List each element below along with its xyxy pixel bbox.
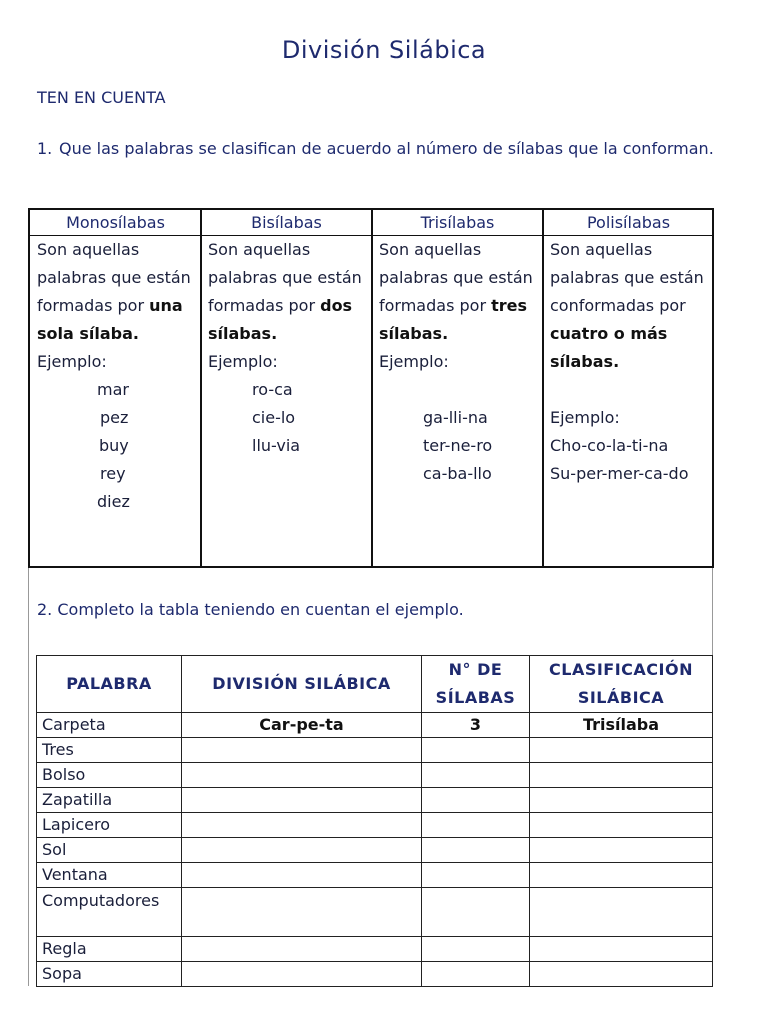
syllable-types-table	[28, 208, 714, 568]
classification-input-cell[interactable]	[530, 813, 713, 838]
count-input-cell[interactable]	[422, 763, 530, 788]
poli-example: Cho-co-la-ti-na	[550, 436, 669, 455]
word-cell: Computadores	[37, 888, 182, 937]
table-row	[37, 763, 713, 788]
header-numero-silabas: N° DE SÍLABAS	[422, 656, 530, 713]
division-cell: Car-pe-ta	[182, 713, 422, 738]
tri-description-bold: tres sílabas.	[379, 296, 528, 343]
count-input-cell[interactable]	[422, 813, 530, 838]
classification-input-cell[interactable]	[530, 937, 713, 962]
mono-example: pez	[100, 408, 129, 427]
count-input-cell[interactable]	[422, 962, 530, 987]
tri-example: ca-ba-llo	[423, 464, 492, 483]
tri-example-label: Ejemplo:	[379, 352, 449, 371]
table-row	[37, 962, 713, 987]
count-input-cell[interactable]	[422, 863, 530, 888]
division-input-cell[interactable]	[182, 838, 422, 863]
count-input-cell[interactable]	[422, 738, 530, 763]
division-input-cell[interactable]	[182, 763, 422, 788]
poli-example-label: Ejemplo:	[550, 408, 620, 427]
table-row	[37, 937, 713, 962]
count-cell: 3	[422, 713, 530, 738]
word-cell: Zapatilla	[37, 788, 182, 813]
cell-trisilabas	[379, 236, 537, 488]
instruction-2: 2. Completo la tabla teniendo en cuentan el ejemplo.	[37, 600, 464, 619]
header-trisilabas: Trisílabas	[420, 213, 495, 232]
instruction-1	[37, 136, 717, 161]
bi-description-bold: dos sílabas.	[208, 296, 353, 343]
word-cell: Lapicero	[37, 813, 182, 838]
mono-description: Son aquellas palabras que están formadas por	[37, 240, 191, 315]
word-cell: Ventana	[37, 863, 182, 888]
frame-border	[28, 568, 29, 986]
cell-polisilabas	[550, 236, 710, 488]
instruction-1-number: 1.	[37, 139, 53, 158]
note-heading: TEN EN CUENTA	[37, 88, 166, 107]
bi-example: cie-lo	[252, 408, 296, 427]
header-monosilabas: Monosílabas	[66, 213, 165, 232]
bi-example: ro-ca	[252, 380, 293, 399]
column-divider	[542, 210, 544, 566]
classification-cell: Trisílaba	[530, 713, 713, 738]
division-input-cell[interactable]	[182, 962, 422, 987]
poli-description: Son aquellas palabras que están conformadas por	[550, 240, 704, 315]
classification-input-cell[interactable]	[530, 788, 713, 813]
table-row	[37, 838, 713, 863]
exercise-table	[36, 655, 713, 987]
count-input-cell[interactable]	[422, 838, 530, 863]
classification-input-cell[interactable]	[530, 888, 713, 937]
bi-example-label: Ejemplo:	[208, 352, 278, 371]
table-row	[37, 813, 713, 838]
header-clasificacion: CLASIFICACIÓN SILÁBICA	[530, 656, 713, 713]
word-cell: Tres	[37, 738, 182, 763]
word-cell: Sopa	[37, 962, 182, 987]
classification-input-cell[interactable]	[530, 838, 713, 863]
table-row	[37, 888, 713, 937]
count-input-cell[interactable]	[422, 937, 530, 962]
division-input-cell[interactable]	[182, 937, 422, 962]
classification-input-cell[interactable]	[530, 962, 713, 987]
tri-description: Son aquellas palabras que están formadas por	[379, 240, 533, 315]
cell-monosilabas	[37, 236, 195, 516]
classification-input-cell[interactable]	[530, 863, 713, 888]
poli-description-bold: cuatro o más sílabas.	[550, 324, 668, 371]
header-division-silabica: DIVISIÓN SILÁBICA	[182, 656, 422, 713]
word-cell: Sol	[37, 838, 182, 863]
column-divider	[371, 210, 373, 566]
count-input-cell[interactable]	[422, 888, 530, 937]
instruction-1-text: Que las palabras se clasifican de acuerdo al número de sílabas que la conforman.	[59, 139, 714, 158]
word-cell: Carpeta	[37, 713, 182, 738]
division-input-cell[interactable]	[182, 788, 422, 813]
mono-example: buy	[99, 436, 129, 455]
table-row	[37, 863, 713, 888]
mono-example: mar	[97, 380, 129, 399]
count-input-cell[interactable]	[422, 788, 530, 813]
example-row	[37, 713, 713, 738]
exercise-header-row	[37, 656, 713, 713]
cell-bisilabas	[208, 236, 366, 460]
word-cell: Bolso	[37, 763, 182, 788]
classification-input-cell[interactable]	[530, 738, 713, 763]
division-input-cell[interactable]	[182, 863, 422, 888]
division-input-cell[interactable]	[182, 813, 422, 838]
tri-example: ter-ne-ro	[423, 436, 493, 455]
mono-example: rey	[100, 464, 126, 483]
bi-description: Son aquellas palabras que están formadas por	[208, 240, 362, 315]
word-cell: Regla	[37, 937, 182, 962]
tri-example: ga-lli-na	[423, 408, 488, 427]
header-polisilabas: Polisílabas	[586, 213, 671, 232]
table-row	[37, 788, 713, 813]
bi-example: llu-via	[252, 436, 301, 455]
mono-example-label: Ejemplo:	[37, 352, 107, 371]
page-title: División Silábica	[281, 36, 487, 64]
mono-description-bold: una sola sílaba.	[37, 296, 183, 343]
division-input-cell[interactable]	[182, 888, 422, 937]
column-divider	[200, 210, 202, 566]
header-palabra: PALABRA	[37, 656, 182, 713]
header-bisilabas: Bisílabas	[251, 213, 322, 232]
division-input-cell[interactable]	[182, 738, 422, 763]
classification-input-cell[interactable]	[530, 763, 713, 788]
poli-example: Su-per-mer-ca-do	[550, 464, 689, 483]
mono-example: diez	[97, 492, 130, 511]
table-row	[37, 738, 713, 763]
